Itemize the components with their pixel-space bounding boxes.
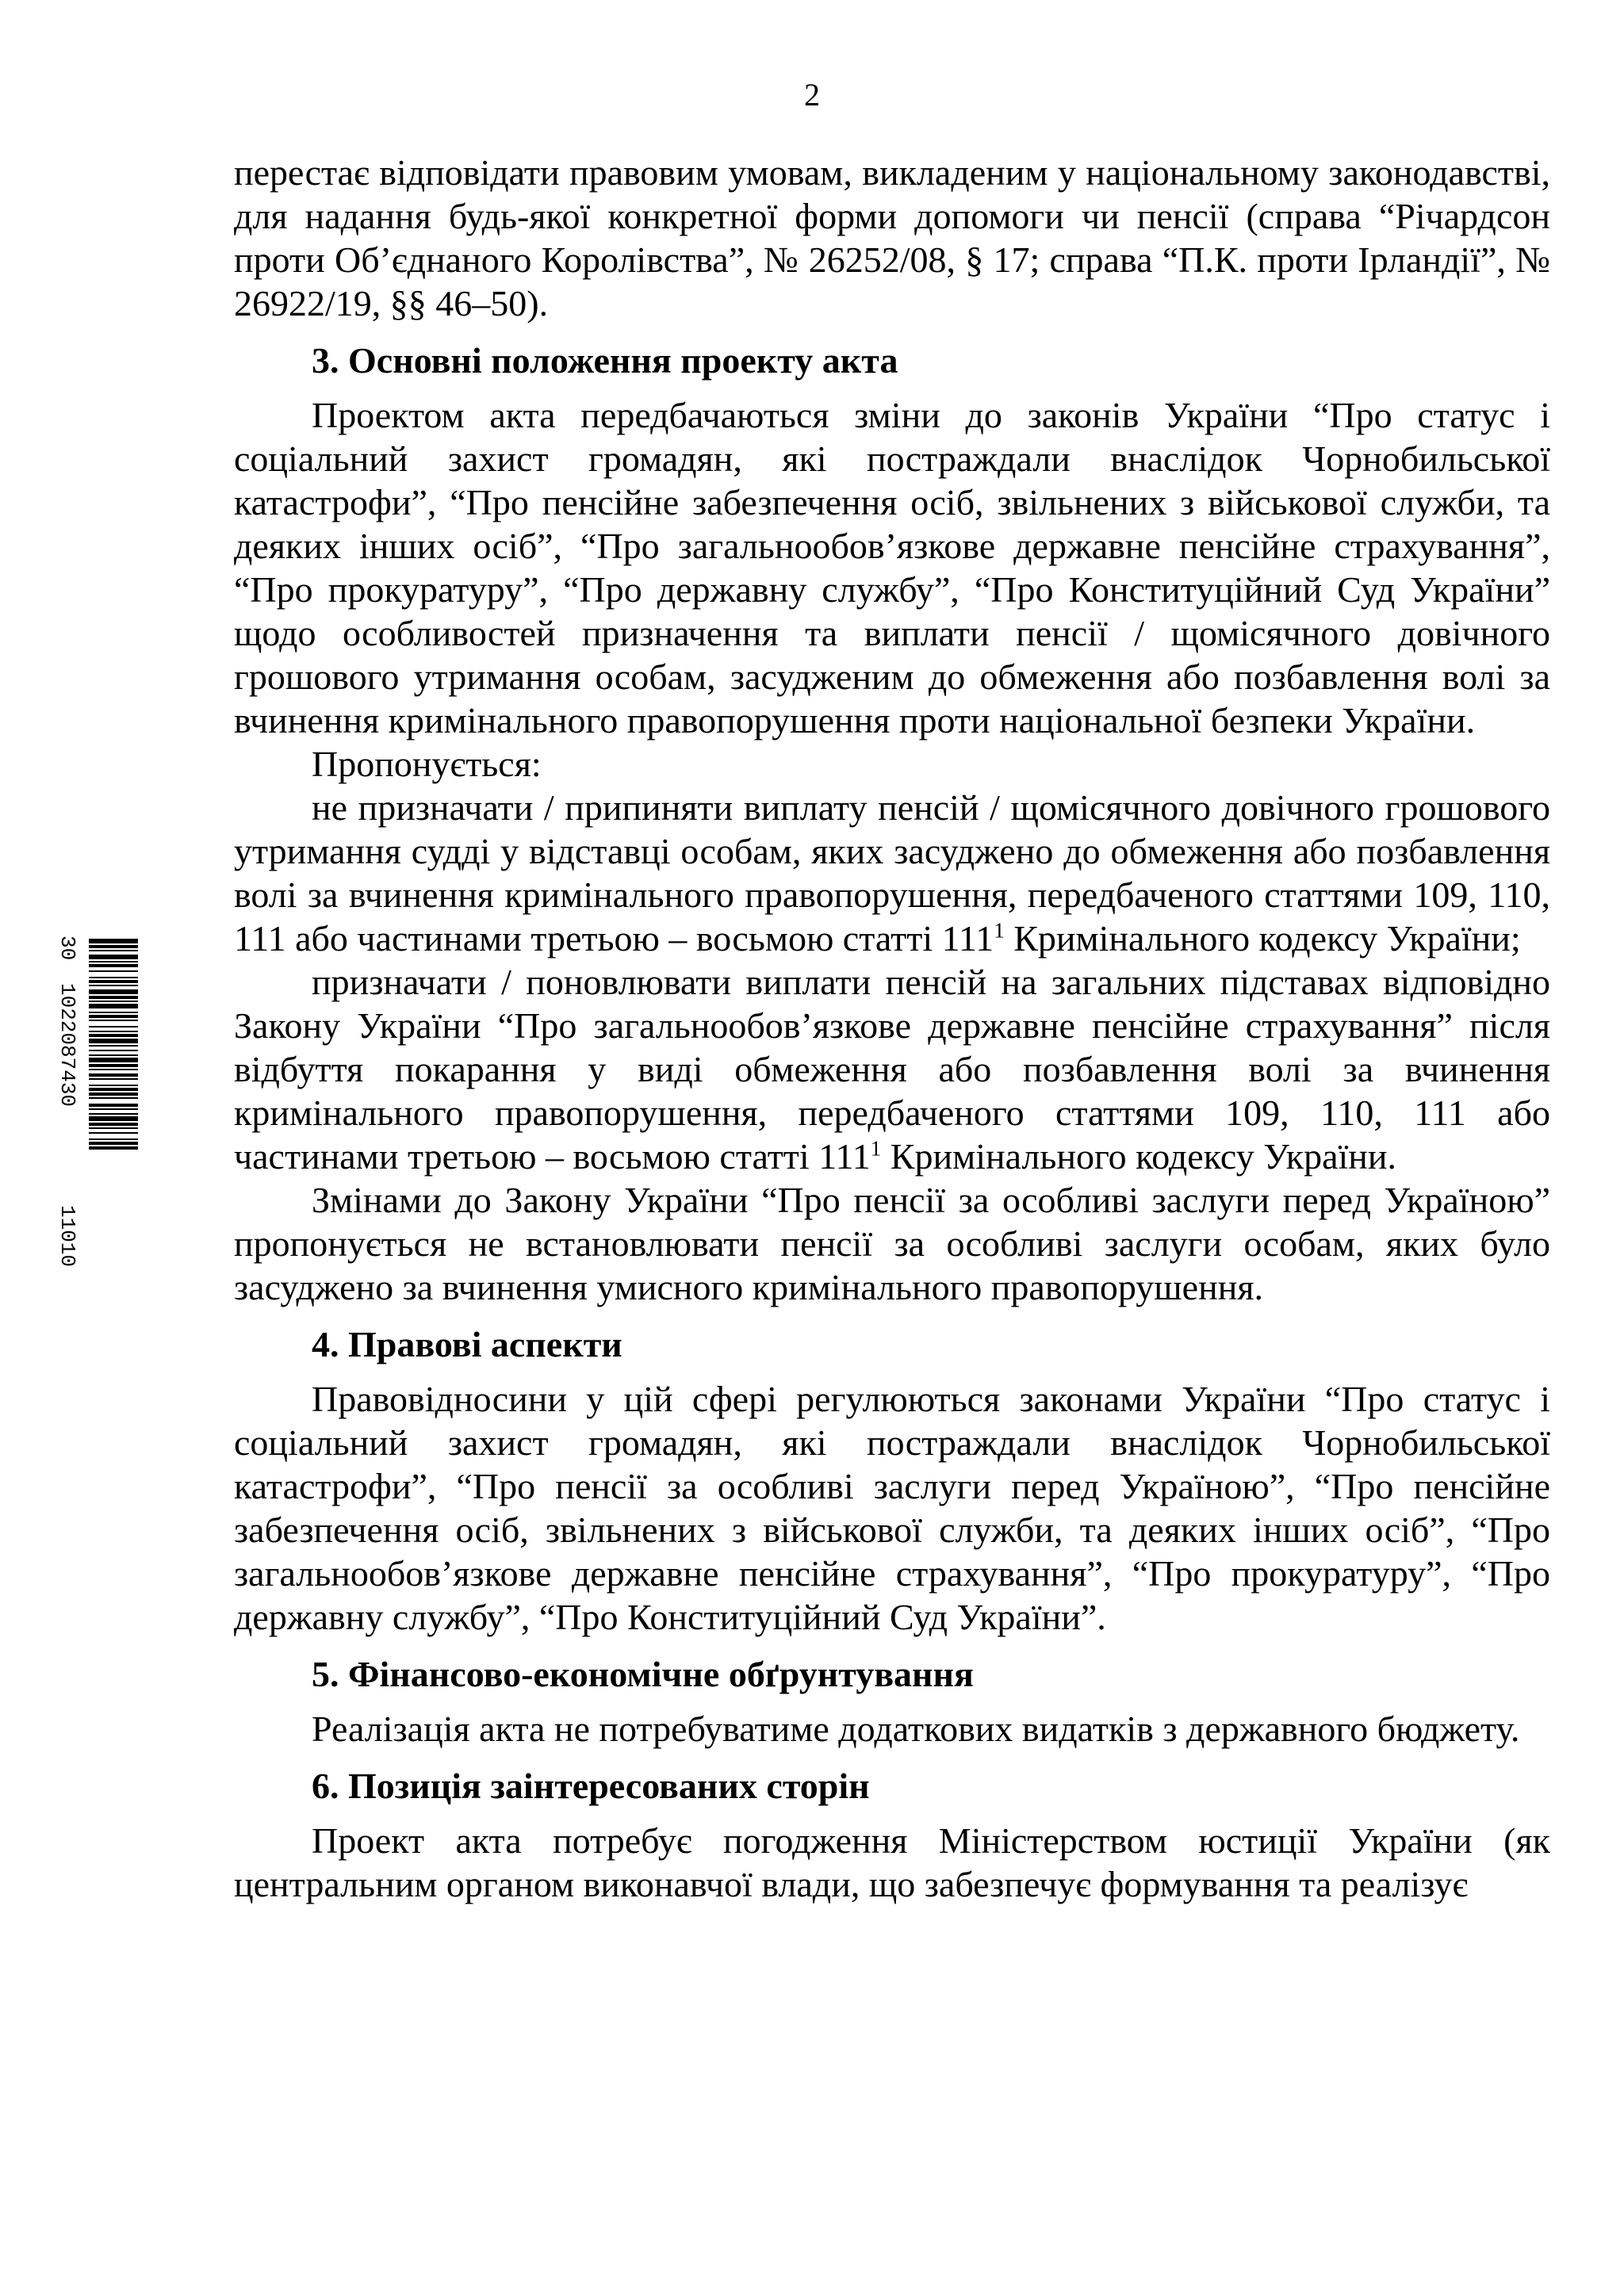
barcode-bar [89, 961, 138, 962]
barcode-bar [89, 1097, 138, 1099]
barcode-bar [89, 1054, 138, 1056]
section-6-paragraph-1: Проект акта потребує погодження Міністерством юстиції України (як центральним органом виконавчої влади, що забезпечує формування та реалізує [234, 1820, 1550, 1904]
section-3-paragraph-3 [234, 786, 1550, 960]
barcode-bar [89, 1015, 138, 1018]
intro-paragraph: перестає відповідати правовим умовам, викладеним у національному законодавстві, для надання будь-якої конкретної форми допомоги чи пенсії (справа “Річардсон проти Об’єднаного Королівства”, № 26252/08, § 17; справа “П.К. проти Ірландії”, № 26922/19, §§ 46–50). [234, 152, 1550, 323]
section-3-paragraph-4-tail: Кримінального кодексу України. [881, 1136, 1397, 1177]
barcode-bar [89, 1058, 138, 1062]
barcode-number: 1022087430 [56, 983, 79, 1108]
section-3-paragraph-1: Проектом акта передбачаються зміни до законів України “Про статус і соціальний захист громадян, які постраждали внаслідок Чорнобильської катастрофи”, “Про пенсійне забезпечення осіб, звільнених з військової служби, та деяких інших осіб”, “Про загальнообов’язкове державне пенсійне страхування”, “Про прокуратуру”, “Про державну службу”, “Про Конституційний Суд України” щодо особливостей призначення та виплати пенсії / щомісячного довічного грошового утримання особам, засудженим до обмеження або позбавлення волі за вчинення кримінального правопорушення проти національної безпеки України. [234, 395, 1550, 740]
barcode-bar [89, 1039, 138, 1043]
barcode-bar [89, 970, 138, 972]
barcode-suffix: 11010 [56, 1205, 79, 1268]
page-number: 2 [804, 77, 820, 113]
barcode-bars [89, 936, 144, 1308]
barcode-bar [89, 1146, 138, 1150]
barcode-bar [89, 1064, 138, 1067]
barcode-bar [89, 1020, 138, 1021]
section-3-paragraph-5: Змінами до Закону України “Про пенсії за особливі заслуги перед Україною” пропонується не встановлювати пенсії за особливі заслуги особам, яких було засуджено за вчинення умисного кримінального правопорушення. [234, 1180, 1550, 1307]
barcode-bar [89, 950, 138, 951]
barcode-bar [89, 985, 138, 986]
barcode-bar [89, 1116, 138, 1121]
barcode-bar [89, 1138, 138, 1140]
barcode-bar [89, 955, 138, 959]
barcode-bar [89, 1004, 138, 1008]
section-4-paragraph-1: Правовідносини у цій сфері регулюються законами України “Про статус і соціальний захист громадян, які постраждали внаслідок Чорнобильської катастрофи”, “Про пенсії за особливі заслуги перед Україною”, “Про пенсійне забезпечення осіб, звільнених з військової служби, та деяких інших осіб”, “Про загальнообов’язкове державне пенсійне страхування”, “Про прокуратуру”, “Про державну службу”, “Про Конституційний Суд України”. [234, 1379, 1550, 1637]
section-5-heading: 5. Фінансово-економічне обґрунтування [312, 1654, 974, 1694]
section-3-paragraph-2: Пропонується: [312, 744, 542, 784]
barcode-bar [89, 1069, 138, 1070]
barcode-bar [89, 1142, 138, 1145]
section-5-paragraph-1: Реалізація акта не потребуватиме додаткових видатків з державного бюджету. [312, 1709, 1520, 1749]
section-3-heading: 3. Основні положення проекту акта [312, 340, 898, 381]
barcode-bar [89, 1088, 138, 1091]
barcode-bar [89, 1104, 138, 1107]
barcode-bar [89, 1073, 138, 1077]
barcode [52, 936, 147, 1308]
section-3-paragraph-3-text: не призначати / припиняти виплату пенсій / щомісячного довічного грошового утримання судді у відставці особам, яких засуджено до обмеження або позбавлення волі за вчинення кримінального правопорушення, передбаченого статтями 109, 110, 111 або частинами третьою – восьмою статті 111 [234, 787, 1550, 959]
section-3-paragraph-4-text: призначати / поновлювати виплати пенсій на загальних підставах відповідно Закону України “Про загальнообов’язкове державне пенсійне страхування” після відбуття покарання у виді обмеження або позбавлення волі за вчинення кримінального правопорушення, передбаченого статтями 109, 110, 111 або частинами третьою – восьмою статті 111 [234, 962, 1550, 1177]
barcode-bar [89, 1031, 138, 1032]
barcode-bar [89, 1093, 138, 1096]
barcode-bar [89, 945, 138, 948]
barcode-bar [89, 1012, 138, 1013]
article-superscript: 1 [994, 918, 1005, 943]
barcode-bar [89, 1045, 138, 1047]
document-body [234, 151, 1550, 1906]
section-6-heading: 6. Позиція заінтересованих сторін [312, 1766, 870, 1806]
barcode-bar [89, 1001, 138, 1002]
barcode-bar [89, 1050, 138, 1051]
barcode-bar [89, 964, 138, 967]
barcode-bar [89, 1113, 138, 1115]
article-superscript: 1 [870, 1136, 882, 1161]
barcode-bar [89, 1132, 138, 1134]
barcode-bar [89, 1078, 138, 1080]
section-4-heading: 4. Правові аспекти [312, 1324, 622, 1364]
barcode-prefix: 30 [56, 936, 79, 961]
barcode-bar [89, 1026, 138, 1027]
barcode-bar [89, 977, 138, 978]
barcode-bar [89, 989, 138, 994]
barcode-bar [89, 1085, 138, 1086]
section-3-paragraph-3-tail: Кримінального кодексу України; [1004, 918, 1521, 959]
barcode-bar [89, 1034, 138, 1037]
barcode-bar [89, 1123, 138, 1126]
barcode-bar [89, 939, 138, 943]
section-3-paragraph-4 [234, 960, 1550, 1178]
barcode-bar [89, 980, 138, 983]
barcode-bar [89, 996, 138, 999]
barcode-bar [89, 1127, 138, 1129]
barcode-bar [89, 1108, 138, 1110]
